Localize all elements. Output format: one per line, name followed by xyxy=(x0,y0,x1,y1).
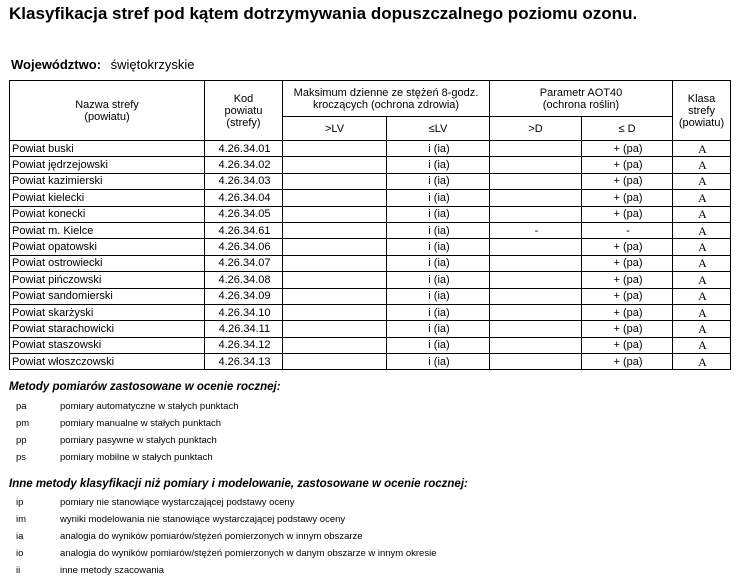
legend-code: ia xyxy=(16,531,24,542)
cell-gt-d: - xyxy=(490,222,582,238)
cell-le-d: + (pa) xyxy=(582,288,673,304)
zone-name: Powiat skarżyski xyxy=(10,304,205,320)
cell-le-d: + (pa) xyxy=(582,304,673,320)
cell-le-lv: i (ia) xyxy=(387,255,490,271)
zone-code: 4.26.34.61 xyxy=(205,222,283,238)
legend-description: pomiary pasywne w stałych punktach xyxy=(60,435,217,446)
table-row xyxy=(10,141,731,157)
cell-le-d: + (pa) xyxy=(582,272,673,288)
table-row xyxy=(10,206,731,222)
zone-code: 4.26.34.05 xyxy=(205,206,283,222)
cell-le-d: + (pa) xyxy=(582,141,673,157)
cell-le-d: - xyxy=(582,222,673,238)
legend-description: analogia do wyników pomiarów/stężeń pomierzonych w danym obszarze w innym okresie xyxy=(60,548,437,559)
methods-legend xyxy=(16,398,238,466)
zone-class: A xyxy=(673,288,731,304)
other-methods-legend xyxy=(16,494,436,579)
voivodeship-label: Województwo: xyxy=(11,57,102,72)
legend-description: analogia do wyników pomiarów/stężeń pomierzonych w innym obszarze xyxy=(60,531,363,542)
legend-description: inne metody szacowania xyxy=(60,565,165,576)
zone-class: A xyxy=(673,337,731,353)
cell-le-d: + (pa) xyxy=(582,321,673,337)
zone-name: Powiat ostrowiecki xyxy=(10,255,205,271)
zone-code: 4.26.34.03 xyxy=(205,173,283,189)
table-row xyxy=(10,255,731,271)
zone-code: 4.26.34.07 xyxy=(205,255,283,271)
cell-gt-lv xyxy=(283,239,387,255)
other-methods-title: Inne metody klasyfikacji niż pomiary i modelowanie, zastosowane w ocenie rocznej: xyxy=(9,478,468,490)
legend-code: io xyxy=(16,548,24,559)
header-le-d: ≤ D xyxy=(582,117,673,141)
legend-code: pm xyxy=(16,418,30,429)
legend-description: pomiary mobilne w stałych punktach xyxy=(60,452,213,463)
zone-name: Powiat staszowski xyxy=(10,337,205,353)
table-row xyxy=(10,239,731,255)
zone-code: 4.26.34.12 xyxy=(205,337,283,353)
zone-code: 4.26.34.11 xyxy=(205,321,283,337)
legend-description: wyniki modelowania nie stanowiące wystarczającej podstawy oceny xyxy=(60,514,346,525)
cell-le-d: + (pa) xyxy=(582,190,673,206)
legend-item xyxy=(16,494,436,511)
zone-name: Powiat m. Kielce xyxy=(10,222,205,238)
cell-gt-lv xyxy=(283,255,387,271)
cell-gt-d xyxy=(490,206,582,222)
cell-le-lv: i (ia) xyxy=(387,206,490,222)
zone-name: Powiat pińczowski xyxy=(10,272,205,288)
legend-code: pp xyxy=(16,435,27,446)
cell-gt-lv xyxy=(283,157,387,173)
zone-code: 4.26.34.06 xyxy=(205,239,283,255)
legend-code: pa xyxy=(16,401,27,412)
legend-code: ip xyxy=(16,497,24,508)
zone-class: A xyxy=(673,222,731,238)
legend-item xyxy=(16,432,238,449)
voivodeship-value: świętokrzyskie xyxy=(110,57,195,72)
cell-gt-d xyxy=(490,354,582,370)
table-row xyxy=(10,337,731,353)
cell-gt-d xyxy=(490,272,582,288)
cell-gt-d xyxy=(490,255,582,271)
cell-le-lv: i (ia) xyxy=(387,321,490,337)
zone-code: 4.26.34.08 xyxy=(205,272,283,288)
legend-item xyxy=(16,511,436,528)
page-title: Klasyfikacja stref pod kątem dotrzymywania dopuszczalnego poziomu ozonu. xyxy=(9,4,638,23)
zone-class: A xyxy=(673,173,731,189)
legend-code: im xyxy=(16,514,27,525)
zone-class: A xyxy=(673,190,731,206)
table-row xyxy=(10,304,731,320)
cell-gt-lv xyxy=(283,337,387,353)
cell-le-d: + (pa) xyxy=(582,173,673,189)
zone-name: Powiat konecki xyxy=(10,206,205,222)
legend-code: ps xyxy=(16,452,27,463)
cell-le-lv: i (ia) xyxy=(387,222,490,238)
zone-class: A xyxy=(673,239,731,255)
cell-le-lv: i (ia) xyxy=(387,354,490,370)
legend-item xyxy=(16,528,436,545)
zone-class: A xyxy=(673,272,731,288)
legend-item xyxy=(16,562,436,579)
header-code: Kod powiatu (strefy) xyxy=(205,81,283,141)
cell-gt-d xyxy=(490,321,582,337)
cell-le-lv: i (ia) xyxy=(387,272,490,288)
legend-item xyxy=(16,449,238,466)
methods-title: Metody pomiarów zastosowane w ocenie rocznej: xyxy=(9,381,281,393)
cell-gt-d xyxy=(490,173,582,189)
cell-le-lv: i (ia) xyxy=(387,157,490,173)
cell-le-lv: i (ia) xyxy=(387,173,490,189)
cell-gt-lv xyxy=(283,222,387,238)
cell-gt-d xyxy=(490,141,582,157)
cell-gt-d xyxy=(490,190,582,206)
cell-le-lv: i (ia) xyxy=(387,337,490,353)
header-class: Klasa strefy (powiatu) xyxy=(673,81,731,141)
header-gt-lv: >LV xyxy=(283,117,387,141)
legend-description: pomiary automatyczne w stałych punktach xyxy=(60,401,239,412)
cell-gt-d xyxy=(490,337,582,353)
zone-code: 4.26.34.02 xyxy=(205,157,283,173)
cell-le-lv: i (ia) xyxy=(387,190,490,206)
cell-gt-d xyxy=(490,157,582,173)
header-le-lv: ≤LV xyxy=(387,117,490,141)
cell-gt-lv xyxy=(283,141,387,157)
table-row xyxy=(10,173,731,189)
table-row xyxy=(10,321,731,337)
cell-le-lv: i (ia) xyxy=(387,288,490,304)
table-row xyxy=(10,157,731,173)
zone-code: 4.26.34.10 xyxy=(205,304,283,320)
header-max-daily: Maksimum dzienne ze stężeń 8-godz. kroczących (ochrona zdrowia) xyxy=(283,81,490,117)
header-aot40: Parametr AOT40 (ochrona roślin) xyxy=(490,81,673,117)
cell-gt-lv xyxy=(283,321,387,337)
cell-gt-lv xyxy=(283,354,387,370)
table-row xyxy=(10,288,731,304)
cell-le-lv: i (ia) xyxy=(387,304,490,320)
zone-name: Powiat sandomierski xyxy=(10,288,205,304)
cell-le-d: + (pa) xyxy=(582,255,673,271)
zone-name: Powiat starachowicki xyxy=(10,321,205,337)
zone-code: 4.26.34.04 xyxy=(205,190,283,206)
header-name: Nazwa strefy (powiatu) xyxy=(10,81,205,141)
zone-class: A xyxy=(673,206,731,222)
cell-le-d: + (pa) xyxy=(582,354,673,370)
legend-description: pomiary manualne w stałych punktach xyxy=(60,418,222,429)
cell-le-d: + (pa) xyxy=(582,206,673,222)
zone-class: A xyxy=(673,255,731,271)
table-row xyxy=(10,222,731,238)
zone-code: 4.26.34.01 xyxy=(205,141,283,157)
legend-item xyxy=(16,398,238,415)
zone-class: A xyxy=(673,321,731,337)
zone-name: Powiat włoszczowski xyxy=(10,354,205,370)
zone-class: A xyxy=(673,304,731,320)
legend-item xyxy=(16,415,238,432)
zone-code: 4.26.34.13 xyxy=(205,354,283,370)
cell-le-d: + (pa) xyxy=(582,157,673,173)
voivodeship xyxy=(11,57,194,73)
table-row xyxy=(10,190,731,206)
table-row xyxy=(10,272,731,288)
zone-name: Powiat kazimierski xyxy=(10,173,205,189)
zone-code: 4.26.34.09 xyxy=(205,288,283,304)
cell-gt-lv xyxy=(283,272,387,288)
cell-gt-d xyxy=(490,304,582,320)
classification-table xyxy=(9,80,731,370)
cell-gt-d xyxy=(490,239,582,255)
cell-gt-d xyxy=(490,288,582,304)
zone-name: Powiat jędrzejowski xyxy=(10,157,205,173)
cell-le-lv: i (ia) xyxy=(387,239,490,255)
cell-le-d: + (pa) xyxy=(582,239,673,255)
zone-name: Powiat kielecki xyxy=(10,190,205,206)
zone-class: A xyxy=(673,141,731,157)
header-gt-d: >D xyxy=(490,117,582,141)
zone-class: A xyxy=(673,157,731,173)
cell-le-lv: i (ia) xyxy=(387,141,490,157)
zone-class: A xyxy=(673,354,731,370)
table-row xyxy=(10,354,731,370)
cell-gt-lv xyxy=(283,190,387,206)
legend-item xyxy=(16,545,436,562)
legend-code: ii xyxy=(16,565,21,576)
cell-gt-lv xyxy=(283,206,387,222)
cell-le-d: + (pa) xyxy=(582,337,673,353)
legend-description: pomiary nie stanowiące wystarczającej podstawy oceny xyxy=(60,497,295,508)
zone-name: Powiat opatowski xyxy=(10,239,205,255)
cell-gt-lv xyxy=(283,288,387,304)
cell-gt-lv xyxy=(283,173,387,189)
zone-name: Powiat buski xyxy=(10,141,205,157)
cell-gt-lv xyxy=(283,304,387,320)
